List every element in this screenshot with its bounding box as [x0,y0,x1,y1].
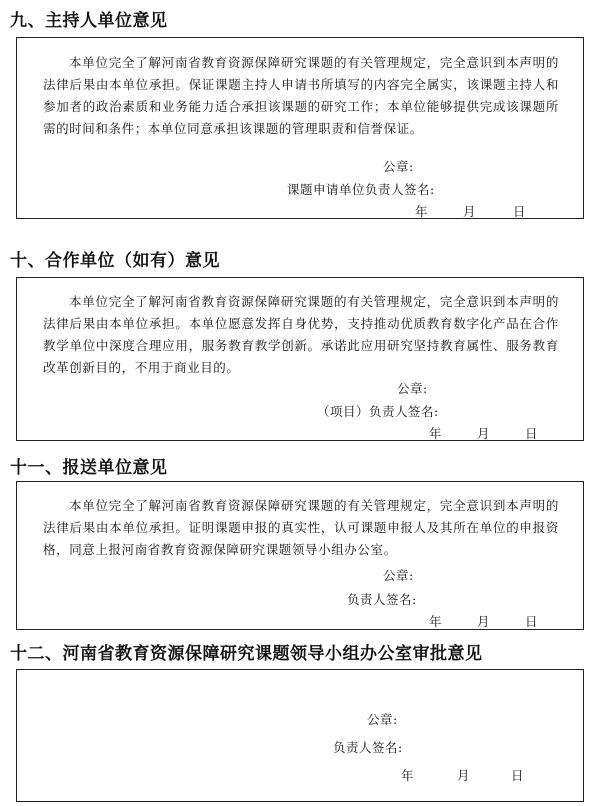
section-12-day: 日 [511,768,525,783]
section-10-box [16,277,584,441]
section-12-month: 月 [457,768,471,783]
section-9-heading: 九、主持人单位意见 [10,11,168,31]
section-11-heading: 十一、报送单位意见 [10,458,168,478]
section-11-month: 月 [477,614,491,629]
section-10-day: 日 [525,426,539,441]
section-9-day: 日 [513,204,527,219]
section-10-signer-label: （项目）负责人签名: [317,404,439,419]
section-12-signer-label: 负责人签名: [333,740,403,755]
section-9-month: 月 [463,204,477,219]
section-12-box [16,669,584,802]
section-9-signer-label: 课题申请单位负责人签名: [287,182,435,197]
section-12-heading: 十二、河南省教育资源保障研究课题领导小组办公室审批意见 [10,644,483,664]
section-9-box [16,37,584,219]
section-11-year: 年 [429,614,443,629]
section-10-year: 年 [429,426,443,441]
section-11-seal-label: 公章: [383,568,414,583]
section-9-year: 年 [415,204,429,219]
section-10-heading: 十、合作单位（如有）意见 [10,251,220,271]
section-9-seal-label: 公章: [383,159,414,174]
section-10-month: 月 [477,426,491,441]
section-12-year: 年 [401,768,415,783]
section-9-text: 本单位完全了解河南省教育资源保障研究课题的有关管理规定，完全意识到本声明的法律后果由本单位承担。保证课题主持人申请书所填写的内容完全属实，该课题主持人和参加者的政治素质和业务能力适合承担该课题的研究工作；本单位能够提供完成该课题所需的时间和条件；本单位同意承担该课题的管理职责和信誉保证。 [43,55,559,136]
section-12-seal-label: 公章: [367,712,398,727]
section-10-text: 本单位完全了解河南省教育资源保障研究课题的有关管理规定，完全意识到本声明的法律后果由本单位承担。本单位愿意发挥自身优势，支持推动优质教育数字化产品在合作教学单位中深度合理应用，服务教育教学创新。承诺此应用研究坚持教育属性、服务教育改革创新目的，不用于商业目的。 [43,294,559,375]
section-11-day: 日 [525,614,539,629]
section-11-text: 本单位完全了解河南省教育资源保障研究课题的有关管理规定，完全意识到本声明的法律后果由本单位承担。证明课题申报的真实性，认可课题申报人及其所在单位的申报资格，同意上报河南省教育资源保障研究课题领导小组办公室。 [43,498,559,557]
section-11-signer-label: 负责人签名: [347,592,417,607]
section-11-box [16,481,584,630]
section-10-seal-label: 公章: [397,381,428,396]
